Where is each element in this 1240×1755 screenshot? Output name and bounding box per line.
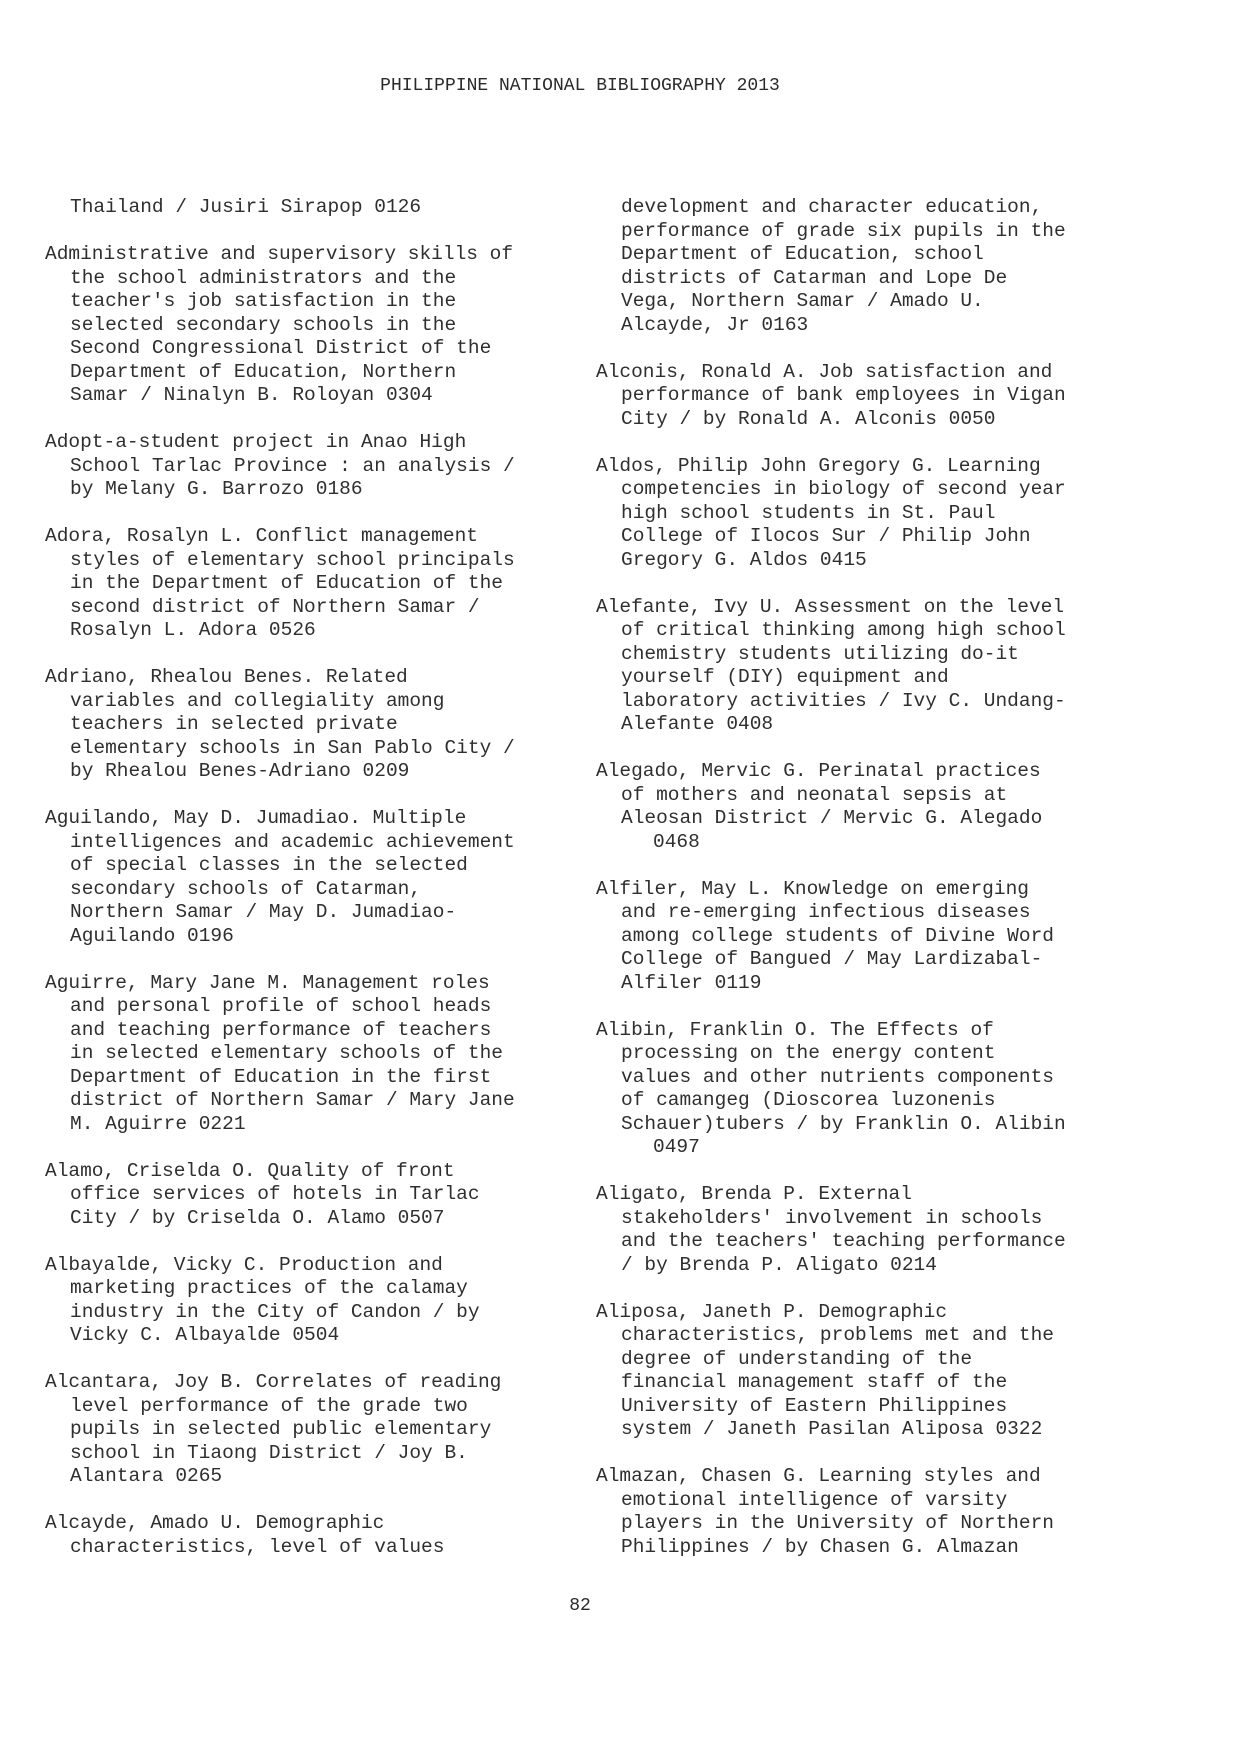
bibliography-entry: Aguirre, Mary Jane M. Management roles and personal profile of school heads and teaching performance of teachers in selected elementary schools of the Department of Education in the first district of Northern Samar / Mary Jane M. Aguirre 0221 bbox=[45, 971, 515, 1135]
right-column bbox=[596, 196, 1136, 1583]
bibliography-entry: Administrative and supervisory skills of the school administrators and the teacher's job satisfaction in the selected secondary schools in the Second Congressional District of the Department of Education, Northern Samar / Ninalyn B. Roloyan 0304 bbox=[45, 243, 514, 406]
bibliography-entry: Alfiler, May L. Knowledge on emerging and re-emerging infectious diseases among college students of Divine Word College of Bangued / May Lardizabal- Alfiler 0119 bbox=[596, 877, 1054, 994]
entry-text: Alibin, Franklin O. The Effects of processing on the energy content values and other nutrients components of camangeg (Dioscorea luzonenis Schauer)tubers / by Franklin O. Alibin bbox=[596, 1018, 1066, 1135]
bibliography-entry: Adora, Rosalyn L. Conflict management styles of elementary school principals in the Department of Education of the second district of Northern Samar / Rosalyn L. Adora 0526 bbox=[45, 525, 515, 641]
bibliography-entry: Alcantara, Joy B. Correlates of reading level performance of the grade two pupils in selected public elementary school in Tiaong District / Joy B. Alantara 0265 bbox=[45, 1371, 502, 1487]
bibliography-entry: Aliposa, Janeth P. Demographic characteristics, problems met and the degree of understanding of the financial management staff of the University of Eastern Philippines system / Janeth Pasilan Aliposa 0322 bbox=[596, 1300, 1054, 1440]
entry-text: Alegado, Mervic G. Perinatal practices of mothers and neonatal sepsis at Aleosan District / Mervic G. Alegado bbox=[596, 760, 1043, 829]
bibliography-entry: Aligato, Brenda P. External stakeholders' involvement in schools and the teachers' teaching performance / by Brenda P. Aligato 0214 bbox=[596, 1183, 1066, 1276]
entry-number: 0497 bbox=[653, 1136, 700, 1158]
bibliography-entry: development and character education, performance of grade six pupils in the Department of Education, school districts of Catarman and Lope De Vega, Northern Samar / Amado U. Alcayde, Jr 0163 bbox=[621, 196, 1066, 336]
bibliography-entry: Alamo, Criselda O. Quality of front office services of hotels in Tarlac City / by Criselda O. Alamo 0507 bbox=[45, 1159, 480, 1229]
bibliography-entry: Alconis, Ronald A. Job satisfaction and performance of bank employees in Vigan City / by Ronald A. Alconis 0050 bbox=[596, 360, 1066, 430]
running-header: PHILIPPINE NATIONAL BIBLIOGRAPHY 2013 bbox=[380, 76, 780, 96]
page-number: 82 bbox=[569, 1596, 591, 1616]
bibliography-entry-alibin bbox=[596, 1019, 1136, 1160]
bibliography-entry: Almazan, Chasen G. Learning styles and emotional intelligence of varsity players in the University of Northern Philippines / by Chasen G. Almazan bbox=[596, 1465, 1054, 1558]
bibliography-entry: Albayalde, Vicky C. Production and marketing practices of the calamay industry in the City of Candon / by Vicky C. Albayalde 0504 bbox=[45, 1253, 480, 1346]
bibliography-entry-alegado bbox=[596, 760, 1136, 854]
left-column bbox=[45, 196, 565, 1583]
bibliography-entry: Aguilando, May D. Jumadiao. Multiple intelligences and academic achievement of special classes in the selected secondary schools of Catarman, Northern Samar / May D. Jumadiao- Aguilando 0196 bbox=[45, 807, 515, 947]
entry-number: 0468 bbox=[653, 830, 700, 853]
bibliography-entry: Adopt-a-student project in Anao High School Tarlac Province : an analysis / by Melany G. Barrozo 0186 bbox=[45, 431, 515, 500]
bibliography-entry: Alefante, Ivy U. Assessment on the level of critical thinking among high school chemistry students utilizing do-it yourself (DIY) equipment and laboratory activities / Ivy C. Undang- Alefante 0408 bbox=[596, 595, 1066, 735]
bibliography-entry: Aldos, Philip John Gregory G. Learning competencies in biology of second year high school students in St. Paul College of Ilocos Sur / Philip John Gregory G. Aldos 0415 bbox=[596, 454, 1066, 571]
bibliography-entry: Alcayde, Amado U. Demographic characteristics, level of values bbox=[45, 1512, 445, 1558]
bibliography-entry: Thailand / Jusiri Sirapop 0126 bbox=[70, 196, 422, 218]
bibliography-entry: Adriano, Rhealou Benes. Related variables and collegiality among teachers in selected private elementary schools in San Pablo City / by Rhealou Benes-Adriano 0209 bbox=[45, 666, 515, 782]
